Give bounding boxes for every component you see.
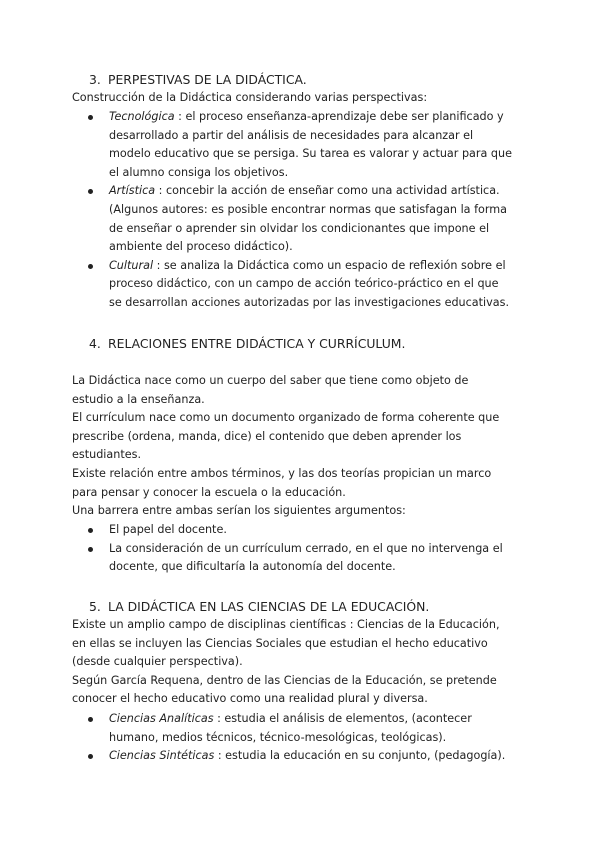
section-4-heading — [89, 335, 549, 353]
paragraph-line: para pensar y conocer la escuela o la educación. — [72, 485, 346, 499]
list-item-line — [109, 710, 538, 729]
term-artistica: Artística — [109, 184, 156, 198]
paragraph-line: estudio a la enseñanza. — [72, 392, 205, 406]
bullet-icon — [88, 189, 93, 194]
term-cultural: Cultural — [109, 258, 154, 272]
paragraph-line: conocer el hecho educativo como una realidad plural y diversa. — [72, 692, 428, 706]
list-item-line — [109, 257, 538, 276]
list-item-line: modelo educativo que se persiga. Su tarea es valorar y actuar para que — [109, 147, 512, 161]
list-item-line: humano, medios técnicos, técnico-mesológicas, teológicas). — [109, 730, 447, 744]
bullet-icon — [88, 754, 93, 759]
section-3-intro-text: Construcción de la Didáctica considerando varias perspectivas: — [72, 91, 428, 104]
list-item-line — [109, 182, 538, 201]
section-5-number: 5. — [89, 599, 101, 614]
term-ciencias-sinteticas: Ciencias Sintéticas — [109, 749, 215, 763]
list-item-text: : el proceso enseñanza-aprendizaje debe ser planificado y — [174, 110, 504, 123]
section-5-paragraph — [72, 616, 534, 709]
paragraph-line: Según García Requena, dentro de las Ciencias de la Educación, se pretende — [72, 673, 497, 687]
list-item-papel-docente — [88, 521, 538, 540]
paragraph-line: El currículum nace como un documento organizado de forma coherente que — [72, 411, 500, 425]
paragraph-line: La Didáctica nace como un cuerpo del saber que tiene como objeto de — [72, 374, 469, 387]
paragraph-line: Existe un amplio campo de disciplinas científicas : Ciencias de la Educación, — [72, 618, 500, 631]
paragraph-line: prescribe (ordena, manda, dice) el contenido que deben aprender los — [72, 429, 462, 443]
list-item-tecnologica — [88, 108, 538, 182]
bullet-icon — [88, 547, 93, 552]
list-item-line: se desarrollan acciones autorizadas por las investigaciones educativas. — [109, 295, 510, 309]
list-item-curriculum-cerrado — [88, 540, 538, 577]
term-ciencias-analiticas: Ciencias Analíticas — [109, 712, 214, 725]
list-item-text: : estudia la educación en su conjunto, (pedagogía). — [214, 749, 506, 763]
section-3-title: PERPESTIVAS DE LA DIDÁCTICA. — [108, 72, 307, 87]
list-item-line: proceso didáctico, con un campo de acción teórico-práctico en el que — [109, 277, 499, 291]
paragraph-line: (desde cualquier perspectiva). — [72, 655, 243, 669]
bullet-icon — [88, 717, 93, 722]
section-5-sciences-list — [88, 710, 538, 766]
bullet-icon — [88, 115, 93, 120]
list-item-line: de enseñar o aprender sin olvidar los condicionantes que impone el — [109, 221, 490, 235]
list-item-line: desarrollado a partir del análisis de necesidades para alcanzar el — [109, 128, 474, 142]
section-4-title: RELACIONES ENTRE DIDÁCTICA Y CURRÍCULUM. — [108, 336, 406, 351]
section-5-title: LA DIDÁCTICA EN LAS CIENCIAS DE LA EDUCACIÓN. — [108, 599, 430, 614]
list-item-cultural — [88, 257, 538, 313]
list-item-line: El papel del docente. — [109, 523, 227, 536]
section-3-number: 3. — [89, 72, 101, 87]
list-item-text: : estudia el análisis de elementos, (acontecer — [213, 712, 472, 725]
list-item-line — [109, 747, 538, 766]
list-item-line: docente, que dificultaría la autonomía del docente. — [109, 560, 396, 574]
paragraph-line: estudiantes. — [72, 448, 141, 462]
section-5-heading — [89, 598, 549, 616]
paragraph-line: Una barrera entre ambas serían los siguientes argumentos: — [72, 504, 406, 518]
section-4-number: 4. — [89, 336, 101, 351]
list-item-line: (Algunos autores: es posible encontrar normas que satisfagan la forma — [109, 202, 508, 216]
section-3-perspectives-list — [88, 108, 538, 313]
paragraph-line: Existe relación entre ambos términos, y las dos teorías propician un marco — [72, 466, 492, 480]
list-item-line: La consideración de un currículum cerrado, en el que no intervenga el — [109, 541, 503, 555]
list-item-ciencias-analiticas — [88, 710, 538, 747]
list-item-line: ambiente del proceso didáctico). — [109, 240, 293, 254]
list-item-line — [109, 108, 538, 127]
section-4-paragraph — [72, 372, 534, 521]
list-item-text: : concebir la acción de enseñar como una actividad artística. — [155, 184, 500, 198]
list-item-ciencias-sinteticas — [88, 747, 538, 766]
paragraph-line: en ellas se incluyen las Ciencias Sociales que estudian el hecho educativo — [72, 636, 488, 650]
list-item-text: : se analiza la Didáctica como un espacio de reflexión sobre el — [153, 258, 506, 272]
term-tecnologica: Tecnológica — [109, 110, 175, 123]
section-3-intro — [72, 89, 534, 108]
bullet-icon — [88, 264, 93, 269]
section-3-heading — [89, 71, 549, 89]
list-item-artistica — [88, 182, 538, 256]
bullet-icon — [88, 528, 93, 533]
list-item-line: el alumno consiga los objetivos. — [109, 165, 289, 179]
section-4-arguments-list — [88, 521, 538, 577]
